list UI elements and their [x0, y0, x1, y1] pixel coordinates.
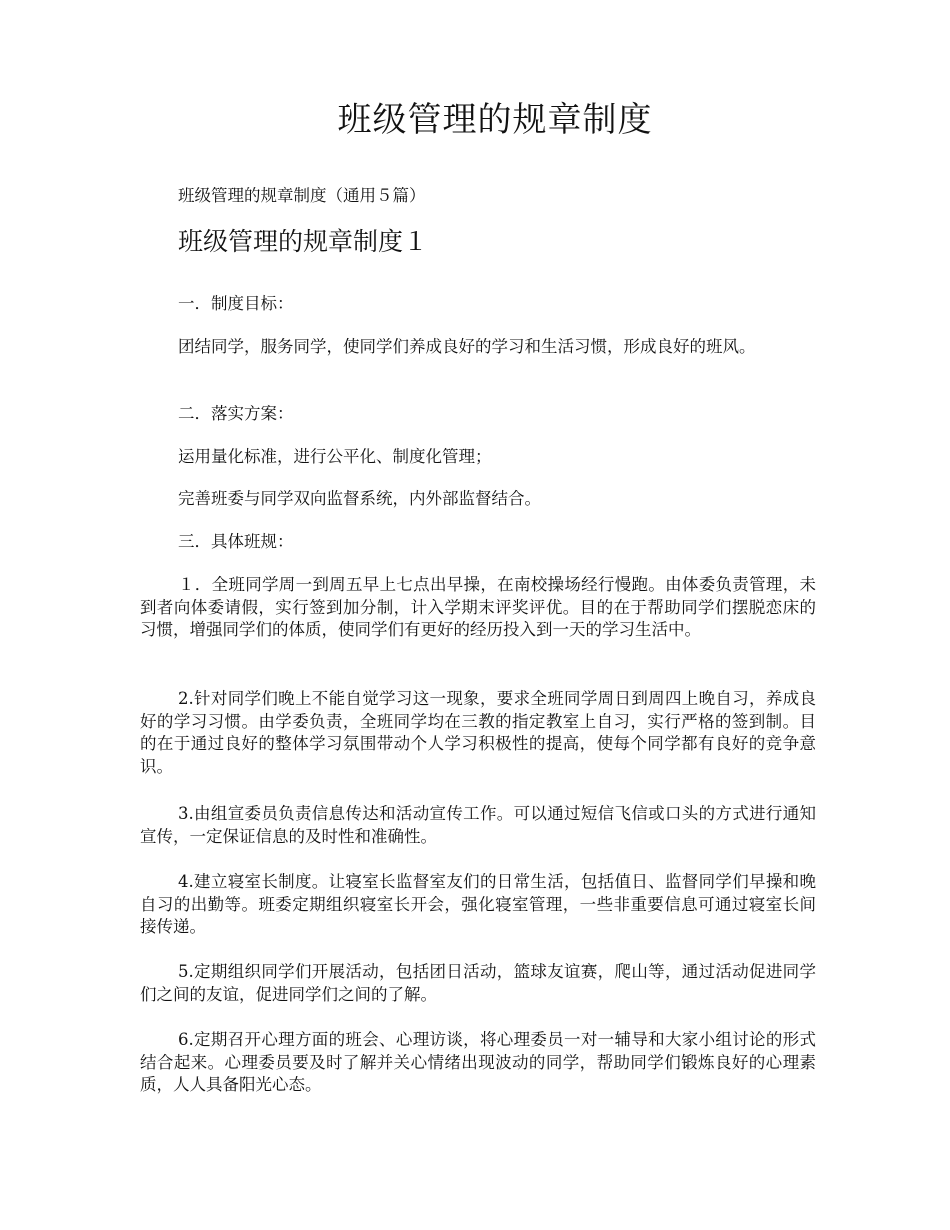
paragraph-plan-heading: 二．落实方案：	[178, 404, 294, 423]
document-title: 班级管理的规章制度	[337, 100, 653, 140]
paragraph-rule-6: 6.定期召开心理方面的班会、心理访谈，将心理委员一对一辅导和大家小组讨论的形式结合起来。心理委员要及时了解并关心情绪出现波动的同学，帮助同学们锻炼良好的心理素质，人人具备阳光心态。	[140, 1030, 816, 1095]
paragraph-goal: 团结同学，服务同学，使同学们养成良好的学习和生活习惯，形成良好的班风。	[178, 337, 756, 356]
paragraph-plan-1: 运用量化标准，进行公平化、制度化管理；	[178, 447, 492, 466]
paragraph-rule-4: 4.建立寝室长制度。让寝室长监督室友们的日常生活，包括值日、监督同学们早操和晚自习的出勤等。班委定期组织寝室长开会，强化寝室管理，一些非重要信息可通过寝室长间接传递。	[140, 872, 816, 937]
paragraph-rules-heading: 三．具体班规：	[178, 532, 294, 551]
paragraph-rule-2: 2.针对同学们晚上不能自觉学习这一现象，要求全班同学周日到周四上晚自习，养成良好的学习习惯。由学委负责，全班同学均在三教的指定教室上自习，实行严格的签到制。目的在于通过良好的整体学习氛围带动个人学习积极性的提高，使每个同学都有良好的竞争意识。	[140, 689, 816, 776]
paragraph-rule-3: 3.由组宣委员负责信息传达和活动宣传工作。可以通过短信飞信或口头的方式进行通知宣传，一定保证信息的及时性和准确性。	[140, 804, 816, 846]
paragraph-goal-heading: 一．制度目标：	[178, 294, 294, 313]
paragraph-rule-1: １．全班同学周一到周五早上七点出早操，在南校操场经行慢跑。由体委负责管理，未到者向体委请假，实行签到加分制，计入学期末评奖评优。目的在于帮助同学们摆脱恋床的习惯，增强同学们的体质，使同学们有更好的经历投入到一天的学习生活中。	[140, 575, 816, 640]
paragraph-rule-5: 5.定期组织同学们开展活动，包括团日活动，篮球友谊赛，爬山等，通过活动促进同学们之间的友谊，促进同学们之间的了解。	[140, 962, 816, 1004]
section-heading: 班级管理的规章制度１	[178, 227, 429, 256]
paragraph-plan-2: 完善班委与同学双向监督系统，内外部监督结合。	[178, 489, 541, 508]
document-subtitle: 班级管理的规章制度（通用５篇）	[178, 186, 426, 205]
